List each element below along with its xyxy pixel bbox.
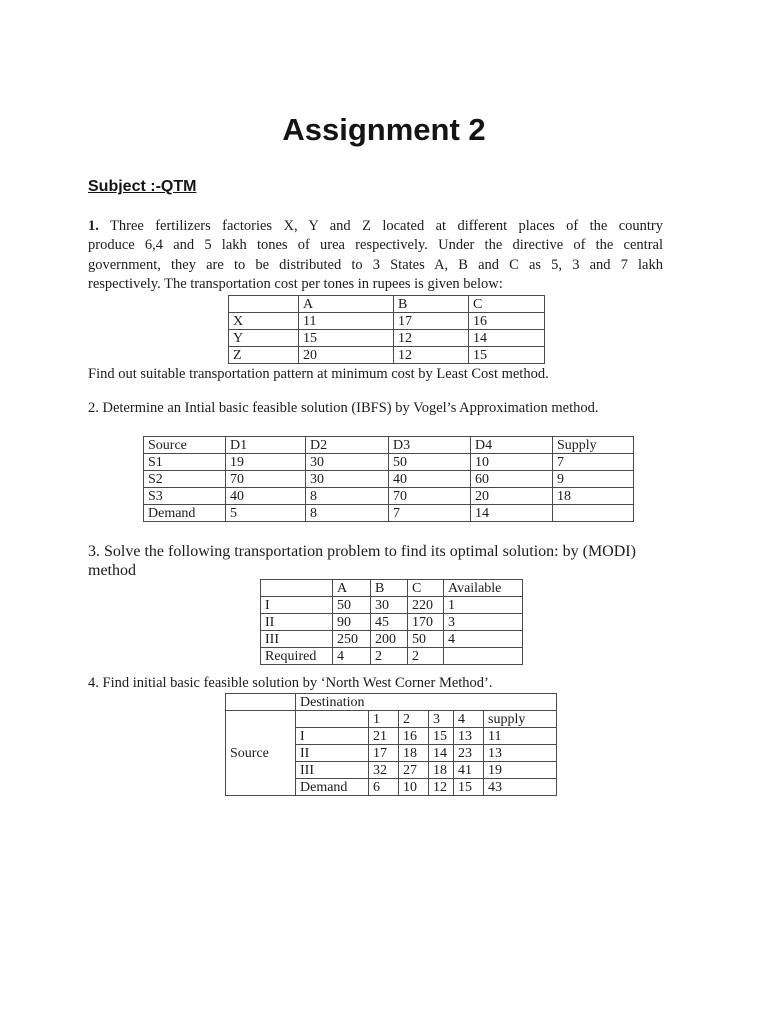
table-cell: 60 bbox=[471, 471, 553, 488]
table-cell: 30 bbox=[371, 597, 408, 614]
row-label: II bbox=[296, 745, 369, 762]
table-row bbox=[229, 313, 545, 330]
column-header: C bbox=[469, 296, 545, 313]
row-label: Demand bbox=[296, 779, 369, 796]
row-label: I bbox=[296, 728, 369, 745]
column-header: supply bbox=[484, 711, 557, 728]
table-cell bbox=[553, 505, 634, 522]
column-header: B bbox=[394, 296, 469, 313]
table-row bbox=[226, 694, 557, 711]
subject-heading: Subject :-QTM bbox=[88, 178, 197, 195]
table-cell: 9 bbox=[553, 471, 634, 488]
q1-line-2: produce 6,4 and 5 lakh tones of urea respectively. Under the directive of the central bbox=[88, 237, 663, 254]
table-cell: 50 bbox=[408, 631, 444, 648]
table-cell: 32 bbox=[369, 762, 399, 779]
q3-line-2: method bbox=[88, 562, 136, 579]
row-label: S1 bbox=[144, 454, 226, 471]
table-cell: 18 bbox=[399, 745, 429, 762]
table-cell: 11 bbox=[299, 313, 394, 330]
table-cell: 1 bbox=[444, 597, 523, 614]
table-cell: 170 bbox=[408, 614, 444, 631]
row-label: III bbox=[261, 631, 333, 648]
q2-vogel-table bbox=[143, 436, 634, 522]
row-label: X bbox=[229, 313, 299, 330]
question-4-text: 4. Find initial basic feasible solution by ‘North West Corner Method’. bbox=[88, 675, 493, 691]
table-cell: 70 bbox=[226, 471, 306, 488]
table-cell: 12 bbox=[394, 330, 469, 347]
table-row bbox=[261, 580, 523, 597]
table-row bbox=[226, 711, 557, 728]
table-cell: 20 bbox=[299, 347, 394, 364]
column-header: A bbox=[333, 580, 371, 597]
column-header: 4 bbox=[454, 711, 484, 728]
destination-header: Destination bbox=[296, 694, 557, 711]
table-cell: 45 bbox=[371, 614, 408, 631]
table-cell: 15 bbox=[299, 330, 394, 347]
q3-line-1: 3. Solve the following transportation problem to find its optimal solution: by (MODI) bbox=[88, 543, 636, 560]
column-header: D4 bbox=[471, 437, 553, 454]
source-header: Source bbox=[226, 711, 296, 796]
question-3-text bbox=[88, 542, 663, 580]
table-cell: 4 bbox=[444, 631, 523, 648]
row-label: III bbox=[296, 762, 369, 779]
column-header: D3 bbox=[389, 437, 471, 454]
table-row bbox=[144, 437, 634, 454]
table-cell: 4 bbox=[333, 648, 371, 665]
column-header: Supply bbox=[553, 437, 634, 454]
table-cell: 15 bbox=[469, 347, 545, 364]
table-cell: 19 bbox=[226, 454, 306, 471]
table-cell: 220 bbox=[408, 597, 444, 614]
q3-modi-table bbox=[260, 579, 523, 665]
table-cell: 18 bbox=[429, 762, 454, 779]
table-cell: 15 bbox=[454, 779, 484, 796]
table-cell: 14 bbox=[429, 745, 454, 762]
table-cell: 250 bbox=[333, 631, 371, 648]
row-label: Required bbox=[261, 648, 333, 665]
table-cell: 10 bbox=[471, 454, 553, 471]
page-title: Assignment 2 bbox=[282, 112, 486, 147]
table-cell: 11 bbox=[484, 728, 557, 745]
table-cell: 23 bbox=[454, 745, 484, 762]
table-cell: 5 bbox=[226, 505, 306, 522]
table-row bbox=[229, 296, 545, 313]
table-cell: 17 bbox=[369, 745, 399, 762]
table-cell: 70 bbox=[389, 488, 471, 505]
question-2-text: 2. Determine an Intial basic feasible solution (IBFS) by Vogel’s Approximation method. bbox=[88, 400, 599, 416]
q1-number: 1. bbox=[88, 218, 99, 234]
q1-instruction: Find out suitable transportation pattern at minimum cost by Least Cost method. bbox=[88, 366, 549, 382]
table-cell: 3 bbox=[444, 614, 523, 631]
table-cell: 200 bbox=[371, 631, 408, 648]
table-cell: 27 bbox=[399, 762, 429, 779]
row-label: S2 bbox=[144, 471, 226, 488]
table-row bbox=[261, 648, 523, 665]
table-row bbox=[261, 614, 523, 631]
table-cell: 7 bbox=[389, 505, 471, 522]
q1-line-1: 1. Three fertilizers factories X, Y and Z located at different places of the country bbox=[88, 218, 663, 234]
table-cell: 17 bbox=[394, 313, 469, 330]
row-label: Z bbox=[229, 347, 299, 364]
column-header bbox=[229, 296, 299, 313]
table-cell: 12 bbox=[394, 347, 469, 364]
column-header bbox=[296, 711, 369, 728]
table-row bbox=[229, 347, 545, 364]
table-cell: 12 bbox=[429, 779, 454, 796]
table-cell: 2 bbox=[408, 648, 444, 665]
q1-cost-table bbox=[228, 295, 545, 364]
table-row bbox=[261, 631, 523, 648]
column-header: Available bbox=[444, 580, 523, 597]
table-row bbox=[144, 471, 634, 488]
table-cell: 30 bbox=[306, 471, 389, 488]
row-label: Demand bbox=[144, 505, 226, 522]
corner-cell bbox=[226, 694, 296, 711]
table-cell: 43 bbox=[484, 779, 557, 796]
table-cell: 8 bbox=[306, 488, 389, 505]
column-header: B bbox=[371, 580, 408, 597]
q1-line-3: government, they are to be distributed to 3 States A, B and C as 5, 3 and 7 lakh bbox=[88, 256, 663, 273]
table-row bbox=[229, 330, 545, 347]
column-header bbox=[261, 580, 333, 597]
table-cell: 15 bbox=[429, 728, 454, 745]
table-cell: 8 bbox=[306, 505, 389, 522]
table-cell: 13 bbox=[454, 728, 484, 745]
table-cell: 50 bbox=[389, 454, 471, 471]
table-cell: 40 bbox=[389, 471, 471, 488]
table-cell: 21 bbox=[369, 728, 399, 745]
table-row bbox=[144, 488, 634, 505]
column-header: 1 bbox=[369, 711, 399, 728]
table-cell: 41 bbox=[454, 762, 484, 779]
table-cell: 14 bbox=[469, 330, 545, 347]
column-header: Source bbox=[144, 437, 226, 454]
table-cell: 16 bbox=[399, 728, 429, 745]
row-label: Y bbox=[229, 330, 299, 347]
table-cell: 90 bbox=[333, 614, 371, 631]
table-cell: 13 bbox=[484, 745, 557, 762]
table-cell bbox=[444, 648, 523, 665]
column-header: D1 bbox=[226, 437, 306, 454]
table-cell: 6 bbox=[369, 779, 399, 796]
table-row bbox=[144, 454, 634, 471]
table-cell: 16 bbox=[469, 313, 545, 330]
table-cell: 40 bbox=[226, 488, 306, 505]
table-cell: 30 bbox=[306, 454, 389, 471]
question-1-paragraph bbox=[88, 217, 663, 294]
table-cell: 50 bbox=[333, 597, 371, 614]
table-row bbox=[261, 597, 523, 614]
table-cell: 20 bbox=[471, 488, 553, 505]
q4-northwest-table bbox=[225, 693, 557, 796]
table-cell: 7 bbox=[553, 454, 634, 471]
table-cell: 2 bbox=[371, 648, 408, 665]
row-label: I bbox=[261, 597, 333, 614]
column-header: C bbox=[408, 580, 444, 597]
column-header: 3 bbox=[429, 711, 454, 728]
table-cell: 10 bbox=[399, 779, 429, 796]
column-header: A bbox=[299, 296, 394, 313]
column-header: D2 bbox=[306, 437, 389, 454]
row-label: II bbox=[261, 614, 333, 631]
column-header: 2 bbox=[399, 711, 429, 728]
row-label: S3 bbox=[144, 488, 226, 505]
table-cell: 18 bbox=[553, 488, 634, 505]
table-cell: 14 bbox=[471, 505, 553, 522]
q1-line-4: respectively. The transportation cost per tones in rupees is given below: bbox=[88, 275, 503, 292]
table-row bbox=[144, 505, 634, 522]
table-cell: 19 bbox=[484, 762, 557, 779]
